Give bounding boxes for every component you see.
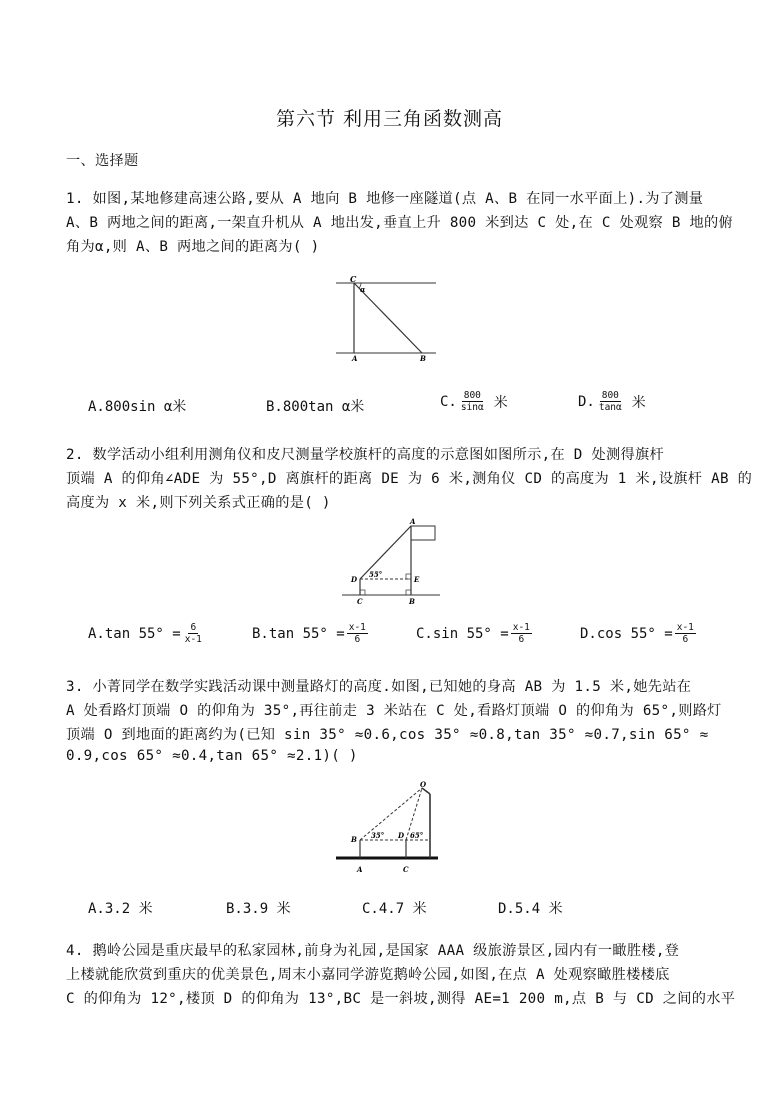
question-text-line: A、B 两地之间的距离,一架直升机从 A 地出发,垂直上升 800 米到达 C 处,在 C 处观察 B 地的俯 (66, 215, 733, 231)
fraction (347, 622, 368, 645)
option-d[interactable]: D.5.4 米 (498, 901, 563, 917)
option-b-prefix: B.tan 55° = (252, 625, 345, 642)
label-d: D (398, 831, 405, 840)
question-text-line: 上楼就能欣赏到重庆的优美景色,周末小嘉同学游览鹅岭公园,如图,在点 A 处观察瞰胜楼楼底 (66, 967, 670, 983)
figure-3 (334, 780, 446, 876)
option-b[interactable]: B.800tan α米 (266, 399, 365, 415)
fraction-denominator: x-1 (184, 634, 202, 645)
question-text-line: 0.9,cos 65° ≈0.4,tan 65° ≈2.1)( ) (66, 748, 358, 764)
fraction (597, 390, 624, 413)
label-d: D (351, 575, 358, 584)
fraction (183, 622, 204, 645)
label-angle-35: 35° (371, 831, 385, 840)
fraction-denominator: sinα (460, 402, 484, 413)
question-text-line: 顶端 A 的仰角∠ADE 为 55°,D 离旗杆的距离 DE 为 6 米,测角仪 CD 的高度为 1 米,设旗杆 AB 的 (66, 471, 753, 487)
fraction-numerator: x-1 (348, 622, 366, 633)
label-b: B (351, 835, 357, 844)
label-c: C (350, 274, 357, 284)
option-a[interactable]: A.800sin α米 (88, 399, 187, 415)
fraction-denominator: 6 (518, 634, 525, 645)
question-text-line: 顶端 O 到地面的距离约为(已知 sin 35° ≈0.6,cos 35° ≈0.8,tan 35° ≈0.7,sin 65° ≈ (66, 727, 709, 743)
fraction-numerator: 800 (601, 390, 619, 401)
option-c-unit: 米 (493, 394, 508, 411)
question-text-line: 4. 鹅岭公园是重庆最早的私家园林,前身为礼园,是国家 AAA 级旅游景区,园内有一瞰胜楼,登 (66, 943, 680, 959)
figure-1 (334, 274, 440, 366)
figure-2 (340, 516, 450, 608)
fraction (675, 622, 696, 645)
label-e: E (414, 575, 420, 584)
question-text-line: A 处看路灯顶端 O 的仰角为 35°,再往前走 3 米站在 C 处,看路灯顶端 O 的仰角为 65°,则路灯 (66, 703, 722, 719)
option-b[interactable] (252, 622, 370, 645)
question-text-line: 高度为 x 米,则下列关系式正确的是( ) (66, 495, 331, 511)
option-c-prefix: C. (440, 393, 457, 410)
question-text-line: C 的仰角为 12°,楼顶 D 的仰角为 13°,BC 是一斜坡,测得 AE=1 200 m,点 B 与 CD 之间的水平 (66, 991, 736, 1007)
label-b: B (420, 354, 426, 363)
option-d-prefix: D. (578, 393, 595, 410)
fraction-numerator: 800 (463, 390, 481, 401)
fraction (459, 390, 486, 413)
fraction-denominator: tanα (598, 402, 622, 413)
option-c-prefix: C.sin 55° = (416, 625, 509, 642)
option-b[interactable]: B.3.9 米 (226, 901, 291, 917)
option-a[interactable] (88, 622, 206, 645)
option-c[interactable] (440, 390, 508, 413)
question-text-line: 2. 数学活动小组利用测角仪和皮尺测量学校旗杆的高度的示意图如图所示,在 D 处测得旗杆 (66, 447, 664, 463)
question-text-line: 1. 如图,某地修建高速公路,要从 A 地向 B 地修一座隧道(点 A、B 在同一水平面上).为了测量 (66, 191, 704, 207)
fraction-numerator: 6 (190, 622, 197, 633)
question-text-line: 3. 小菁同学在数学实践活动课中测量路灯的高度.如图,已知她的身高 AB 为 1.5 米,她先站在 (66, 679, 692, 695)
label-c: C (403, 865, 409, 874)
label-c: C (357, 597, 363, 606)
question-text-line: 角为α,则 A、B 两地之间的距离为( ) (66, 239, 320, 255)
option-d[interactable] (580, 622, 698, 645)
page-title: 第六节 利用三角函数测高 (276, 108, 504, 130)
section-heading: 一、选择题 (66, 153, 139, 169)
label-alpha: α (360, 285, 366, 294)
option-d[interactable] (578, 390, 646, 413)
label-angle: 55° (369, 570, 383, 579)
option-a[interactable]: A.3.2 米 (88, 901, 153, 917)
fraction-denominator: 6 (354, 634, 361, 645)
option-a-prefix: A.tan 55° = (88, 625, 181, 642)
fraction-denominator: 6 (682, 634, 689, 645)
label-b: B (409, 597, 415, 606)
fraction-numerator: x-1 (676, 622, 694, 633)
option-c[interactable]: C.4.7 米 (362, 901, 427, 917)
label-a: A (410, 517, 416, 526)
fraction (511, 622, 532, 645)
fraction-numerator: x-1 (512, 622, 530, 633)
label-a: A (357, 865, 363, 874)
label-o: O (420, 780, 427, 789)
option-c[interactable] (416, 622, 534, 645)
option-d-prefix: D.cos 55° = (580, 625, 673, 642)
option-d-unit: 米 (631, 394, 646, 411)
label-angle-65: 65° (410, 831, 424, 840)
label-a: A (352, 354, 358, 363)
